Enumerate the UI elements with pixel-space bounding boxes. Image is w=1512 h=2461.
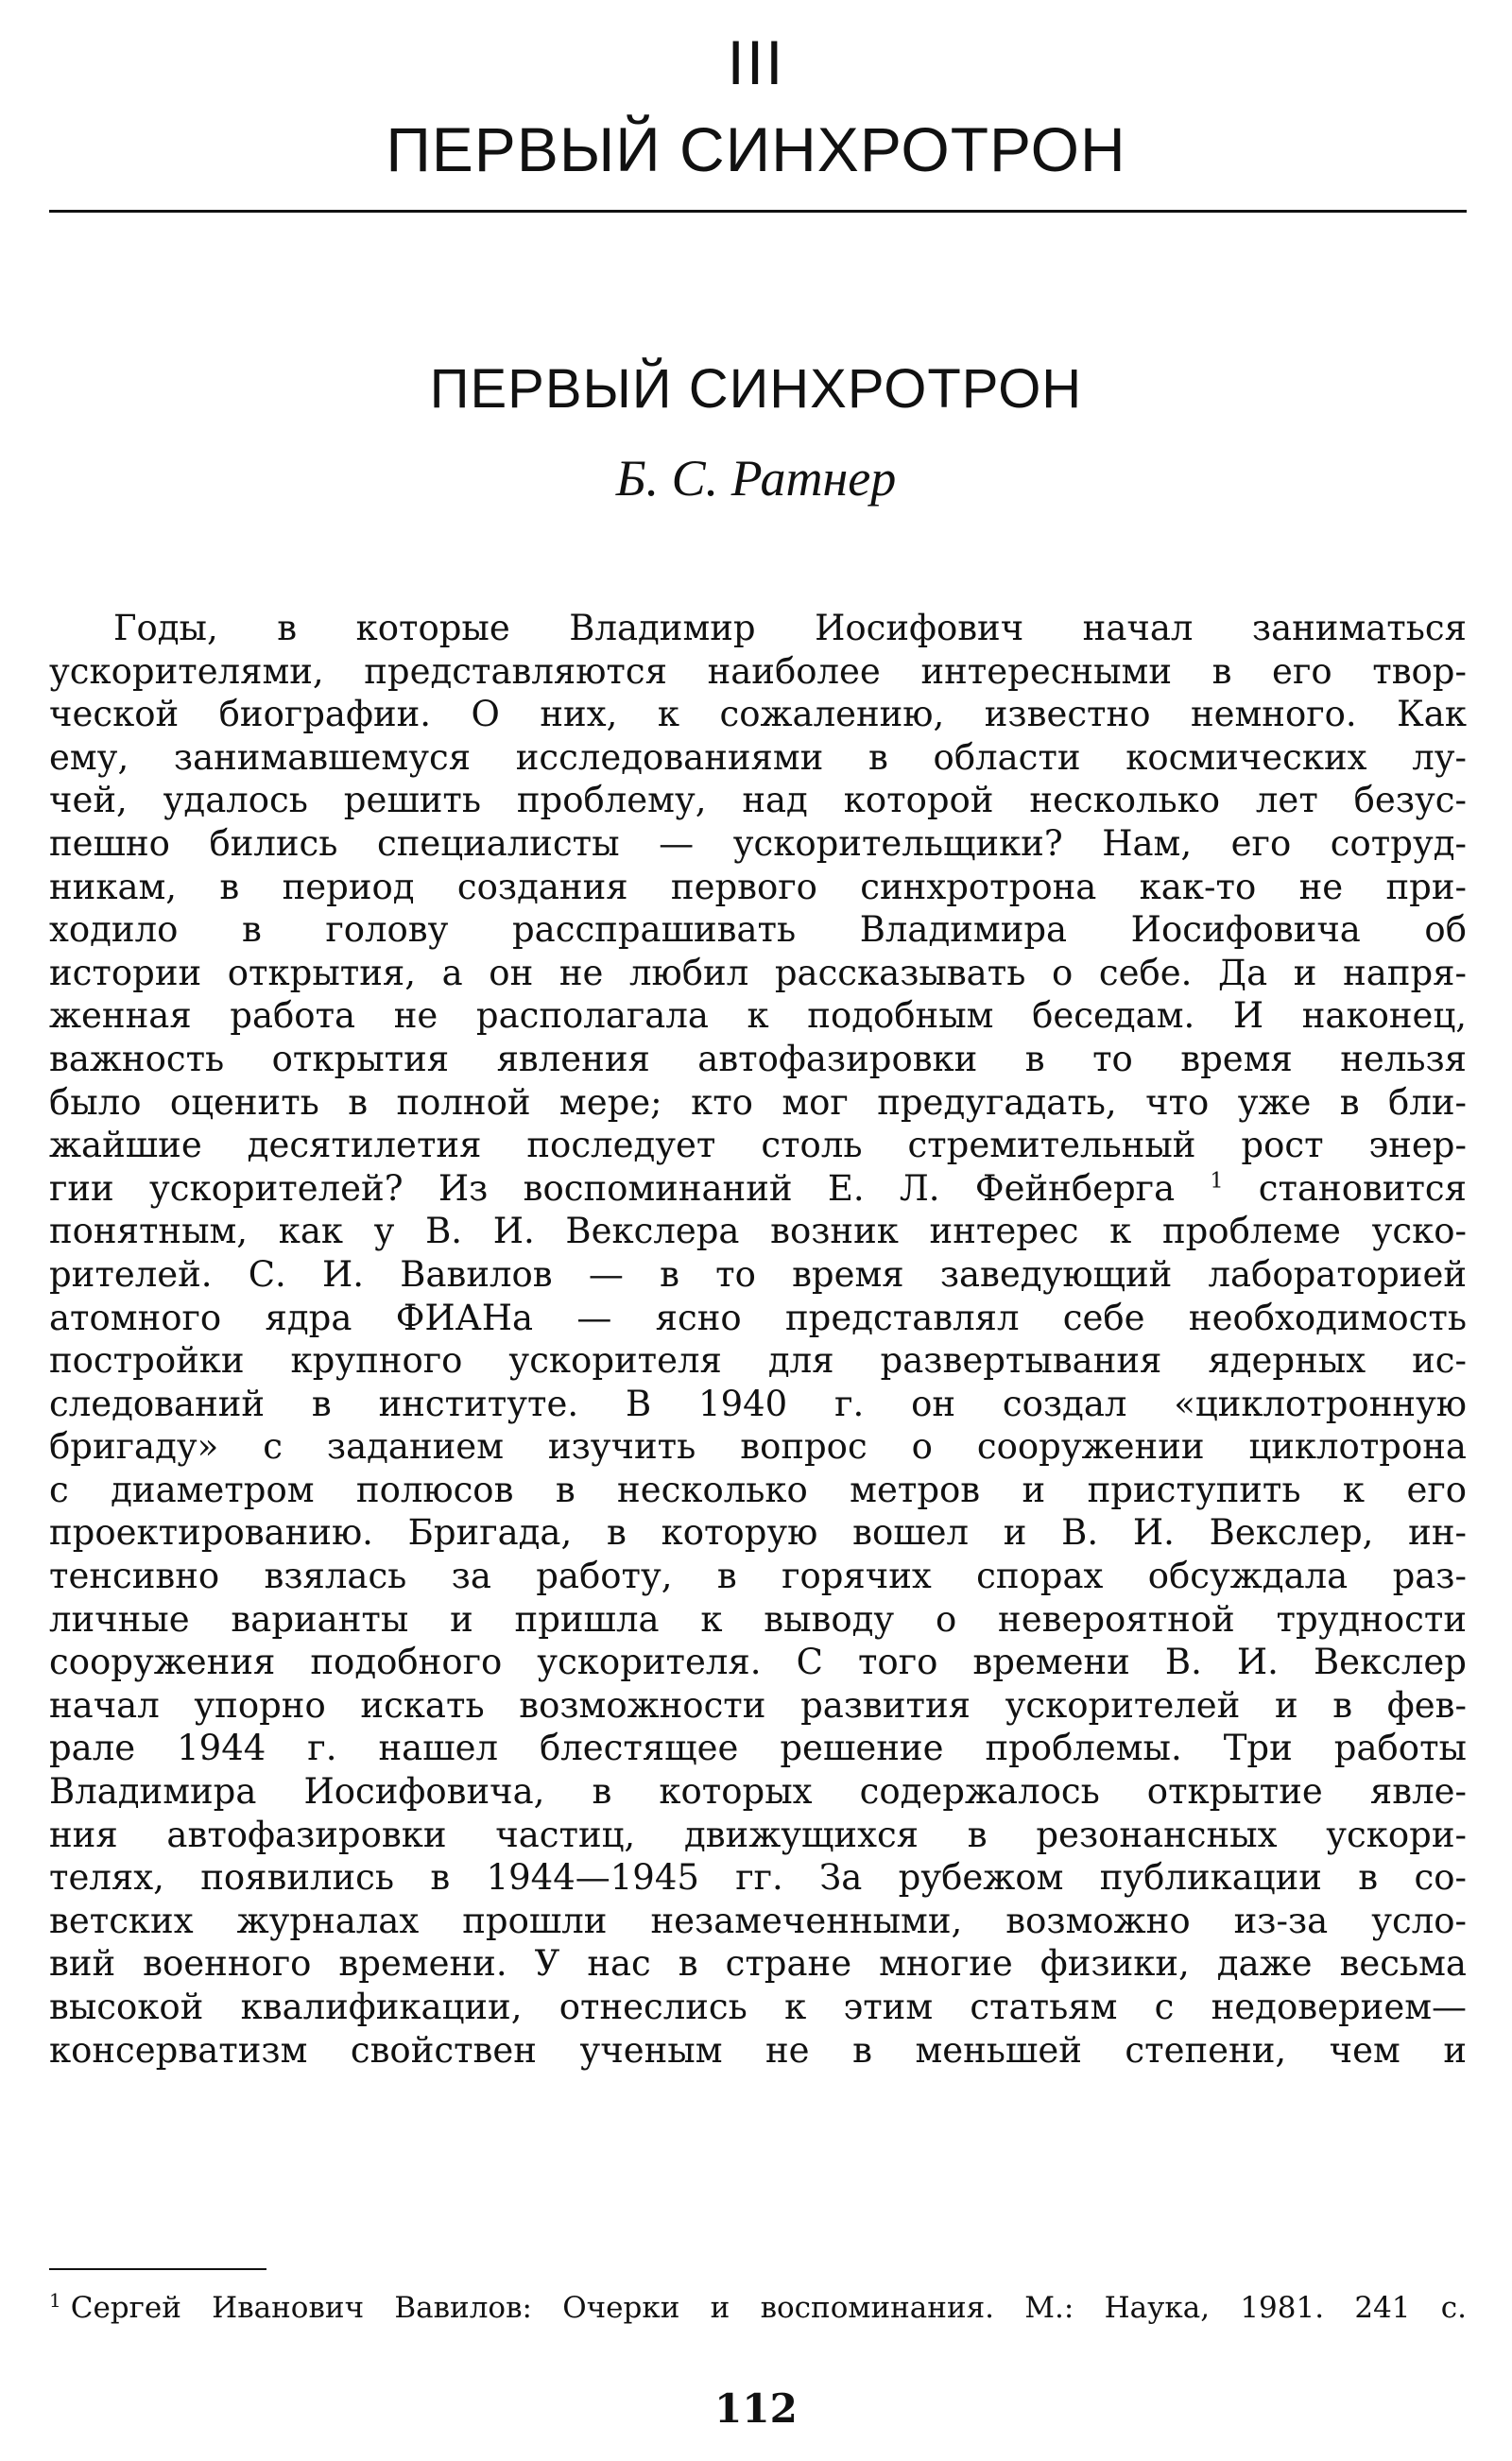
- body-line: рале 1944 г. нашел блестящее решение проблемы. Три работы: [49, 1728, 1467, 1769]
- body-line: жайшие десятилетия последует столь стремительный рост энер-: [49, 1125, 1467, 1166]
- part-title: ПЕРВЫЙ СИНХРОТРОН: [386, 114, 1126, 184]
- body-line: женная работа не располагала к подобным беседам. И наконец,: [49, 995, 1467, 1037]
- body-line: важность открытия явления автофазировки в то время нельзя: [49, 1038, 1467, 1079]
- body-line-tail: становится: [1258, 1167, 1467, 1209]
- body-line: понятным, как у В. И. Векслера возник интерес к проблеме уско-: [49, 1211, 1467, 1252]
- body-line: пешно бились специалисты — ускорительщики? Нам, его сотруд-: [49, 822, 1467, 864]
- body-line: Владимира Иосифовича, в которых содержалось открытие явле-: [49, 1771, 1467, 1813]
- body-line: вий военного времени. У нас в стране многие физики, даже весьма: [49, 1943, 1467, 1985]
- body-line-with-footnote: [49, 1167, 1467, 1211]
- body-line-text: гии ускорителей? Из воспоминаний Е. Л. Фейнберга: [49, 1167, 1176, 1209]
- body-line: следований в институте. В 1940 г. он создал «циклотронную: [49, 1383, 1467, 1424]
- body-line: было оценить в полной мере; кто мог предугадать, что уже в бли-: [49, 1081, 1467, 1123]
- body-line: тенсивно взялась за работу, в горячих спорах обсуждала раз-: [49, 1556, 1467, 1597]
- body-line: начал упорно искать возможности развития ускорителей и в фев-: [49, 1684, 1467, 1726]
- article-title: ПЕРВЫЙ СИНХРОТРОН: [429, 358, 1083, 420]
- footnote-reference[interactable]: 1: [1210, 1169, 1224, 1194]
- header-rule: [49, 210, 1467, 213]
- page-number: 112: [714, 2385, 798, 2432]
- footnote-text: Сергей Иванович Вавилов: Очерки и воспоминания. М.: Наука, 1981. 241 с.: [70, 2291, 1467, 2325]
- body-line: сооружения подобного ускорителя. С того времени В. И. Векслер: [49, 1642, 1467, 1683]
- body-line: телях, появились в 1944—1945 гг. За рубежом публикации в со-: [49, 1857, 1467, 1899]
- body-line: Годы, в которые Владимир Иосифович начал заниматься: [113, 608, 1467, 648]
- body-line: никам, в период создания первого синхротрона как-то не при-: [49, 866, 1467, 907]
- body-line: проектированию. Бригада, в которую вошел и В. И. Векслер, ин-: [49, 1512, 1467, 1554]
- body-line: ускорителями, представляются наиболее интересными в его твор-: [49, 650, 1467, 692]
- body-line: ему, занимавшемуся исследованиями в области космических лу-: [49, 736, 1467, 778]
- article-body: [49, 607, 1467, 2072]
- body-line: высокой квалификации, отнеслись к этим статьям с недоверием—: [49, 1987, 1467, 2027]
- footnote-number: 1: [49, 2288, 61, 2312]
- body-line: консерватизм свойствен ученым не в меньшей степени, чем и: [49, 2029, 1467, 2071]
- body-line: ходило в голову расспрашивать Владимира Иосифовича об: [49, 909, 1467, 951]
- body-line: истории открытия, а он не любил рассказывать о себе. Да и напря-: [49, 952, 1467, 993]
- body-line: личные варианты и пришла к выводу о невероятной трудности: [49, 1598, 1467, 1640]
- footnote-rule: [49, 2268, 266, 2270]
- body-line: атомного ядра ФИАНа — ясно представлял себе необходимость: [49, 1297, 1467, 1338]
- body-line: постройки крупного ускорителя для развертывания ядерных ис-: [49, 1340, 1467, 1382]
- body-line: чей, удалось решить проблему, над которой несколько лет безус-: [49, 780, 1467, 821]
- body-line: ветских журналах прошли незамеченными, возможно из-за усло-: [49, 1900, 1467, 1941]
- body-line: рителей. С. И. Вавилов — в то время заведующий лабораторией: [49, 1253, 1467, 1295]
- article-author: Б. С. Ратнер: [615, 450, 897, 507]
- footnote: [49, 2288, 1467, 2325]
- body-line: с диаметром полюсов в несколько метров и приступить к его: [49, 1469, 1467, 1510]
- body-line: ния автофазировки частиц, движущихся в резонансных ускори-: [49, 1814, 1467, 1855]
- body-line: ческой биографии. О них, к сожалению, известно немного. Как: [49, 694, 1467, 735]
- body-line: бригаду» с заданием изучить вопрос о сооружении циклотрона: [49, 1426, 1467, 1468]
- part-number: III: [727, 27, 785, 97]
